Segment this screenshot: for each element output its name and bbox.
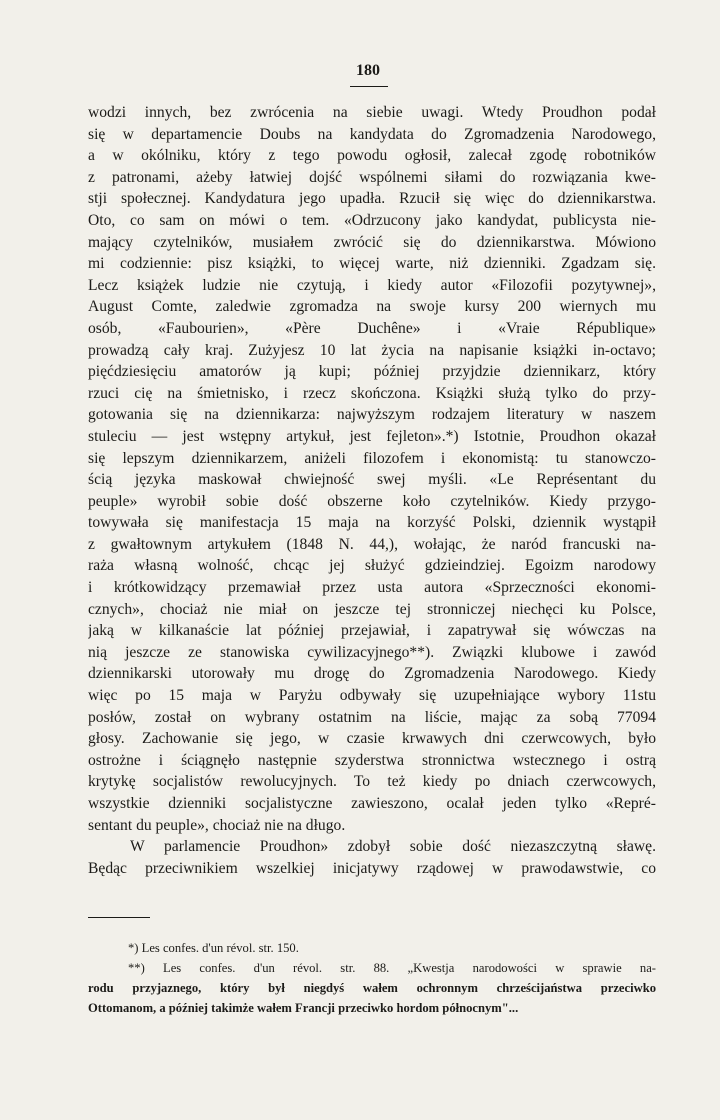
text-line: się w departamencie Doubs na kandydata do Zgromadzenia Narodowego,	[88, 125, 656, 143]
text-line: towywała się manifestacja 15 maja na korzyść Polski, dziennik wystąpił	[88, 514, 656, 532]
text-line: Lecz książek ludzie nie czytują, i kiedy autor «Filozofii pozytywnej»,	[88, 276, 656, 294]
page-number-rule	[350, 86, 388, 87]
text-line: peuple» wyrobił sobie dość obszerne koło czytelników. Kiedy przygo-	[88, 492, 656, 510]
text-line: gotowania się na dziennikarza: najwyższym rodzajem literatury w naszem	[88, 406, 656, 424]
paragraph-first-line: W parlamencie Proudhon» zdobył sobie dość niezaszczytną sławę.	[130, 838, 656, 856]
text-line: sentant du peuple», chociaż nie na długo.	[88, 816, 346, 834]
text-line: wodzi innych, bez zwrócenia na siebie uwagi. Wtedy Proudhon podał	[88, 104, 656, 121]
text-line: dziennikarski utorowały mu drogę do Zgromadzenia Narodowego. Kiedy	[88, 665, 656, 683]
text-line: Będąc przeciwnikiem wszelkiej inicjatywy rządowej w prawodawstwie, co	[88, 859, 656, 877]
text-line: rzuci cię na śmietnisko, i rzecz skończona. Książki służą tylko do przy-	[88, 384, 656, 402]
text-line: krytykę socjalistów rewolucyjnych. To też kiedy po dniach czerwcowych,	[88, 773, 656, 791]
footnote-2-continuation: Ottomanom, a później takimże wałem Francji przeciwko hordom północnym"...	[88, 1001, 519, 1015]
text-line: posłów, został on wybrany ostatnim na liście, mając za sobą 77094	[88, 708, 656, 726]
text-line: z gwałtownym artykułem (1848 N. 44,), wołając, że naród francuski na-	[88, 535, 656, 553]
text-line: stuleciu — jest wstępny artykuł, jest fejleton».*) Istotnie, Proudhon okazał	[88, 427, 656, 445]
text-line: raża własną wolność, chcąc jej służyć gdzieindziej. Egoizm narodowy	[88, 557, 656, 575]
text-line: nią jeszcze ze stanowiska cywilizacyjnego**). Związki klubowe i zawód	[88, 643, 656, 661]
text-line: Oto, co sam on mówi o tem. «Odrzucony jako kandydat, publicysta nie-	[88, 211, 656, 229]
body-text	[88, 102, 656, 879]
footnote-1: *) Les confes. d'un révol. str. 150.	[128, 941, 299, 955]
text-line: się lepszym dziennikarzem, aniżeli filozofem i ekonomistą: tu stanowczo-	[88, 449, 656, 467]
text-line: ostrożne i ściągnęło następnie szyderstwa stronnictwa wstecznego i ostrą	[88, 751, 656, 769]
text-line: osób, «Faubourien», «Père Duchêne» i «Vraie République»	[88, 319, 656, 337]
text-line: cznych», chociaż nie miał on jeszcze tej stronniczej niechęci ku Polsce,	[88, 600, 656, 618]
text-line: prowadzą cały kraj. Zużyjesz 10 lat życia na napisanie książki in-octavo;	[88, 341, 656, 359]
footnotes	[88, 938, 656, 1018]
text-line: z patronami, ażeby łatwiej dojść wspólnemi siłami do rozwiązania kwe-	[88, 168, 656, 186]
page-number: 180	[356, 62, 380, 79]
footnote-separator	[88, 917, 150, 918]
text-line: a w okólniku, który z tego powodu ogłosił, zalecał zgodę robotników	[88, 147, 656, 165]
footnote-2: **) Les confes. d'un révol. str. 88. „Kwestja narodowości w sprawie na-	[128, 961, 656, 975]
text-line: mi codziennie: pisz książki, to więcej warte, niż dzienniki. Zgadzam się.	[88, 255, 656, 273]
text-line: pięćdziesięciu amatorów ją kupi; później przyjdzie dziennikarz, który	[88, 363, 656, 381]
text-line: wszystkie dzienniki socjalistyczne zawieszono, ocalał jeden tylko «Repré-	[88, 795, 656, 812]
text-line: głosy. Zachowanie się jego, w czasie krwawych dni czerwcowych, było	[88, 730, 656, 748]
text-line: mający czytelników, musiałem zwrócić się do dziennikarstwa. Mówiono	[88, 233, 656, 251]
text-line: więc po 15 maja w Paryżu odbywały się uzupełniające wybory 11stu	[88, 687, 656, 705]
text-line: i krótkowidzący przemawiał przez usta autora «Sprzeczności ekonomi-	[88, 579, 656, 597]
text-line: ścią języka maskował chwiejność swej myśli. «Le Représentant du	[88, 471, 656, 489]
text-line: jaką w kilkanaście lat później przejawiał, i zapatrywał się wówczas na	[88, 622, 656, 640]
footnote-2-continuation: rodu przyjaznego, który był niegdyś wałem ochronnym chrześcijaństwa przeciwko	[88, 981, 656, 995]
text-line: stji społecznej. Kandydatura jego upadła. Rzucił się więc do dziennikarstwa.	[88, 190, 656, 208]
text-line: August Comte, zaledwie zgromadza na swoje kursy 200 wiernych mu	[88, 298, 656, 316]
